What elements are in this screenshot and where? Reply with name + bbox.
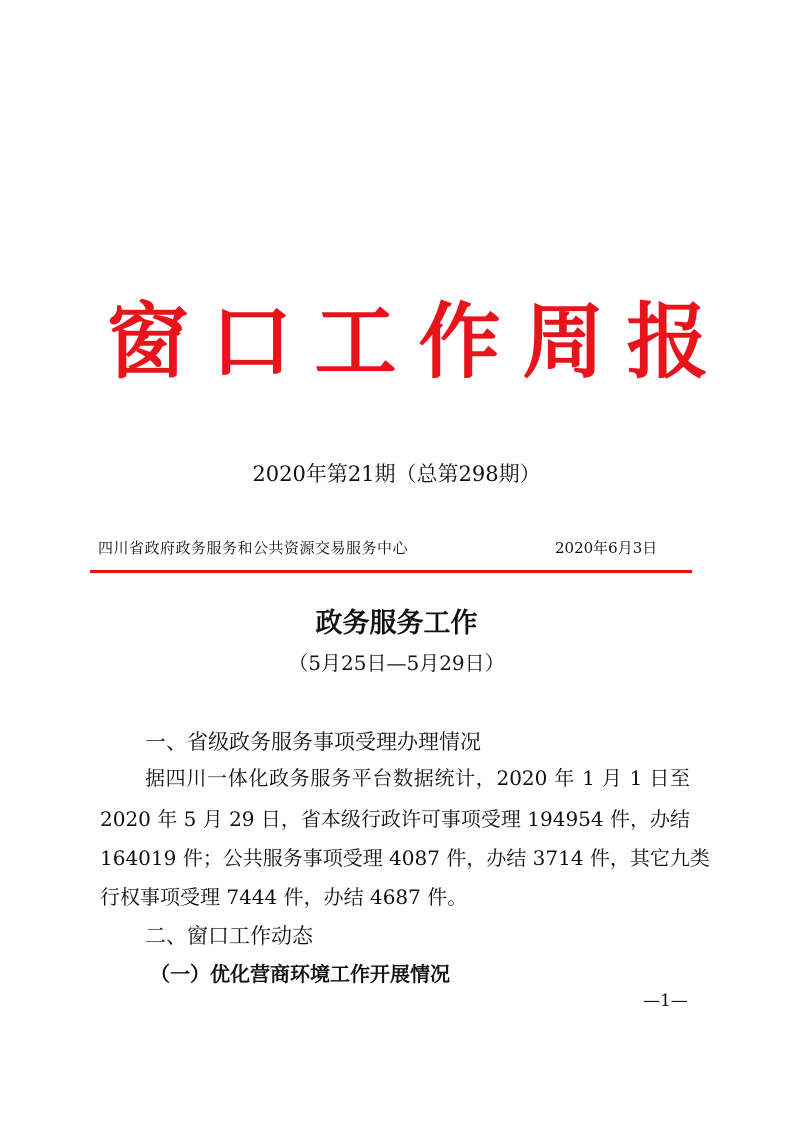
publish-date: 2020年6月3日 bbox=[555, 539, 658, 557]
document-date-range: （5月25日—5月29日） bbox=[288, 651, 505, 675]
paragraph-line: 据四川一体化政务服务平台数据统计，2020 年 1 月 1 日至 bbox=[145, 766, 690, 790]
paragraph-line: 2020 年 5 月 29 日，省本级行政许可事项受理 194954 件，办结 bbox=[100, 807, 690, 831]
publisher-name: 四川省政府政务服务和公共资源交易服务中心 bbox=[98, 539, 409, 557]
paragraph-line: 行权事项受理 7444 件，办结 4687 件。 bbox=[100, 885, 468, 909]
masthead-title: 窗口工作周报 bbox=[106, 294, 731, 390]
subsection-heading: （一）优化营商环境工作开展情况 bbox=[150, 962, 450, 986]
issue-number: 2020年第21期（总第298期） bbox=[252, 462, 541, 486]
document-title: 政务服务工作 bbox=[315, 608, 478, 639]
section-heading-2: 二、窗口工作动态 bbox=[145, 924, 313, 948]
section-heading-1: 一、省级政务服务事项受理办理情况 bbox=[145, 730, 481, 754]
header-divider bbox=[90, 570, 692, 573]
page-number: —1— bbox=[643, 991, 688, 1011]
paragraph-line: 164019 件；公共服务事项受理 4087 件，办结 3714 件，其它九类 bbox=[100, 846, 710, 870]
